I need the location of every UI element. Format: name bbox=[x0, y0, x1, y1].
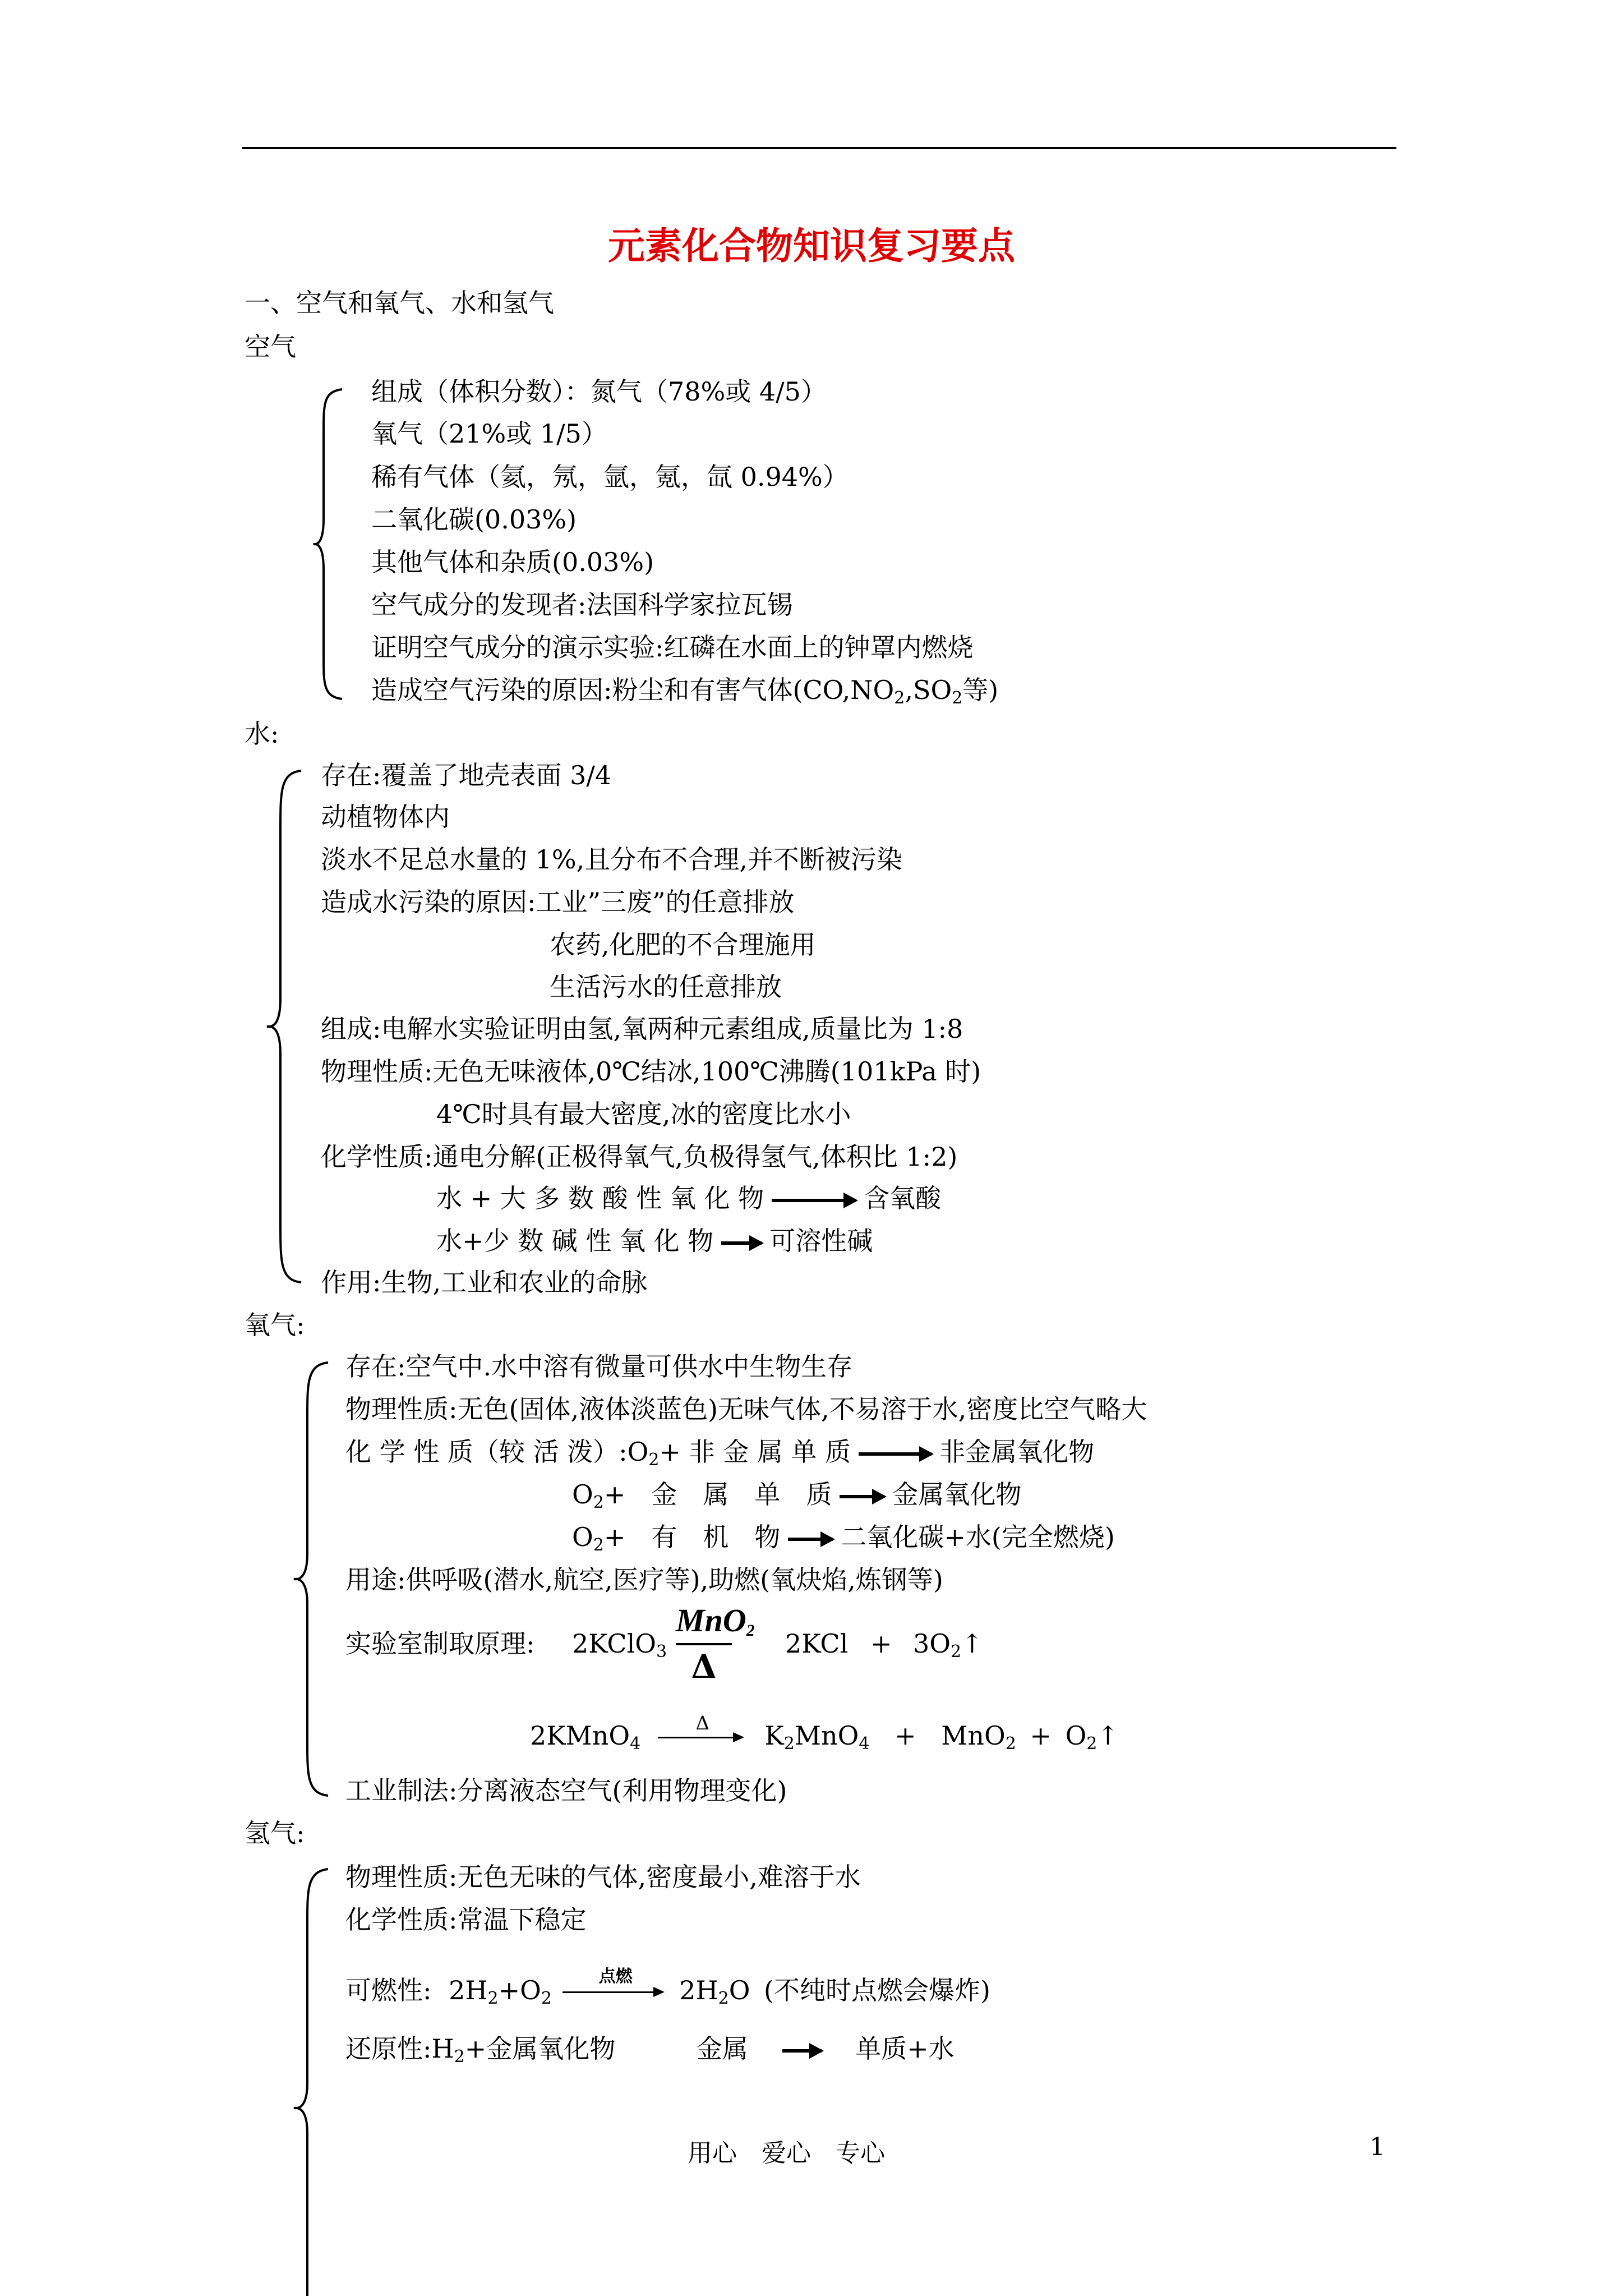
hydrogen-brace bbox=[292, 1867, 331, 2296]
catalyst-fraction bbox=[676, 1602, 755, 1686]
arrow-icon bbox=[840, 1495, 884, 1498]
air-brace bbox=[311, 387, 345, 701]
arrow-icon bbox=[658, 1737, 742, 1738]
oxygen-physical: 物理性质:无色(固体,液体淡蓝色)无味气体,不易溶于水,密度比空气略大 bbox=[345, 1394, 1147, 1424]
footer-text: 用心 爱心 专心 bbox=[688, 2139, 885, 2168]
heat-arrow: Δ bbox=[658, 1727, 748, 1749]
lab-product-2: $3O_2↑$ bbox=[913, 1628, 983, 1662]
page-title: 元素化合物知识复习要点 bbox=[608, 224, 1015, 268]
hydrogen-chemical: 化学性质:常温下稳定 bbox=[345, 1904, 587, 1935]
header-rule bbox=[242, 147, 1396, 149]
arrow-icon bbox=[782, 2049, 822, 2053]
oxygen-heading: 氧气: bbox=[245, 1310, 305, 1340]
water-line: 化学性质:通电分解(正极得氧气,负极得氢气,体积比 1:2) bbox=[321, 1142, 958, 1172]
water-line: 组成:电解水实验证明由氢,氧两种元素组成,质量比为 1:8 bbox=[321, 1014, 963, 1044]
air-heading: 空气 bbox=[245, 332, 296, 362]
reaction-bar bbox=[676, 1643, 732, 1645]
lab-reactant: 2KClO$_3$ bbox=[572, 1628, 667, 1662]
air-line: 空气成分的发现者:法国科学家拉瓦锡 bbox=[371, 590, 793, 620]
section-heading: 一、空气和氧气、水和氢气 bbox=[245, 288, 554, 318]
hydrogen-physical: 物理性质:无色无味的气体,密度最小,难溶于水 bbox=[345, 1862, 861, 1892]
water-line: 农药,化肥的不合理施用 bbox=[550, 930, 816, 960]
air-line: 组成（体积分数）：氮气（78%或 4/5） bbox=[371, 376, 827, 407]
oxygen-reaction-organic: $O_2+$ 有 机 物 二氧化碳+水(完全燃烧) bbox=[572, 1522, 1115, 1555]
page-number: 1 bbox=[1370, 2133, 1385, 2161]
kmno4-reaction: 2KMnO$_4$ Δ $K_2MnO_4 + MnO_2$ + $O_2↑$ bbox=[530, 1712, 1119, 1754]
oxygen-chemical: 化 学 性 质（较 活 泼）$:O_2+$ 非 金 属 单 质 非金属氧化物 bbox=[345, 1437, 1095, 1470]
air-line: 稀有气体（氦，氖，氩，氪，氙 0.94%） bbox=[371, 462, 849, 492]
water-line: 物理性质:无色无味液体,0℃结冰,100℃沸腾(101kPa 时) bbox=[321, 1056, 981, 1087]
oxygen-industrial: 工业制法:分离液态空气(利用物理变化) bbox=[345, 1775, 787, 1806]
arrow-icon bbox=[721, 1241, 762, 1245]
arrow-icon bbox=[859, 1452, 932, 1456]
arrow-icon bbox=[562, 1991, 662, 1993]
arrow-icon bbox=[772, 1199, 856, 1202]
water-heading: 水: bbox=[245, 719, 279, 749]
water-reaction-2: 水+少 数 碱 性 氧 化 物 可溶性碱 bbox=[436, 1226, 873, 1256]
oxygen-uses: 用途:供呼吸(潜水,航空,医疗等),助燃(氧炔焰,炼钢等) bbox=[345, 1565, 943, 1595]
ignite-arrow: 点燃 bbox=[562, 1981, 669, 2004]
water-line: 4℃时具有最大密度,冰的密度比水小 bbox=[436, 1099, 851, 1129]
lab-product-1: 2KCl bbox=[785, 1628, 849, 1659]
oxygen-brace bbox=[292, 1360, 331, 1798]
air-line: 二氧化碳(0.03%) bbox=[371, 504, 577, 535]
water-line: 生活污水的任意排放 bbox=[550, 972, 782, 1002]
air-pollution-line: 造成空气污染的原因:粉尘和有害气体($CO,NO_2,SO_2$等) bbox=[371, 675, 999, 708]
water-line: 造成水污染的原因:工业”三废”的任意排放 bbox=[321, 887, 795, 917]
lab-label: 实验室制取原理: bbox=[345, 1628, 535, 1659]
hydrogen-combustion: 可燃性: $2H_2+O_2$ 点燃 $2H_2O$ (不纯时点燃会爆炸) bbox=[345, 1967, 990, 2008]
catalyst-label: MnO$_2$ bbox=[676, 1602, 755, 1640]
oxygen-exist: 存在:空气中.水中溶有微量可供水中生物生存 bbox=[345, 1351, 853, 1382]
water-line: 淡水不足总水量的 1%,且分布不合理,并不断被污染 bbox=[321, 844, 902, 875]
oxygen-reaction-metal: $O_2+$ 金 属 单 质 金属氧化物 bbox=[572, 1479, 1022, 1512]
water-line: 动植物体内 bbox=[321, 802, 450, 832]
water-use: 作用:生物,工业和农业的命脉 bbox=[321, 1267, 648, 1297]
arrow-icon bbox=[788, 1538, 833, 1541]
water-reaction-1: 水 + 大 多 数 酸 性 氧 化 物 含氧酸 bbox=[436, 1183, 942, 1213]
hydrogen-reduction: 还原性$:H_2+$金属氧化物 金属 单质+水 bbox=[345, 2033, 955, 2067]
water-line: 存在:覆盖了地壳表面 3/4 bbox=[321, 760, 612, 790]
water-brace bbox=[265, 769, 304, 1285]
plus-sign: + bbox=[870, 1628, 892, 1659]
air-line: 氧气（21%或 1/5） bbox=[371, 418, 607, 449]
air-line: 其他气体和杂质(0.03%) bbox=[371, 547, 654, 577]
hydrogen-heading: 氢气: bbox=[245, 1818, 305, 1848]
air-line: 证明空气成分的演示实验:红磷在水面上的钟罩内燃烧 bbox=[371, 632, 974, 662]
heat-symbol: Δ bbox=[691, 1648, 717, 1686]
